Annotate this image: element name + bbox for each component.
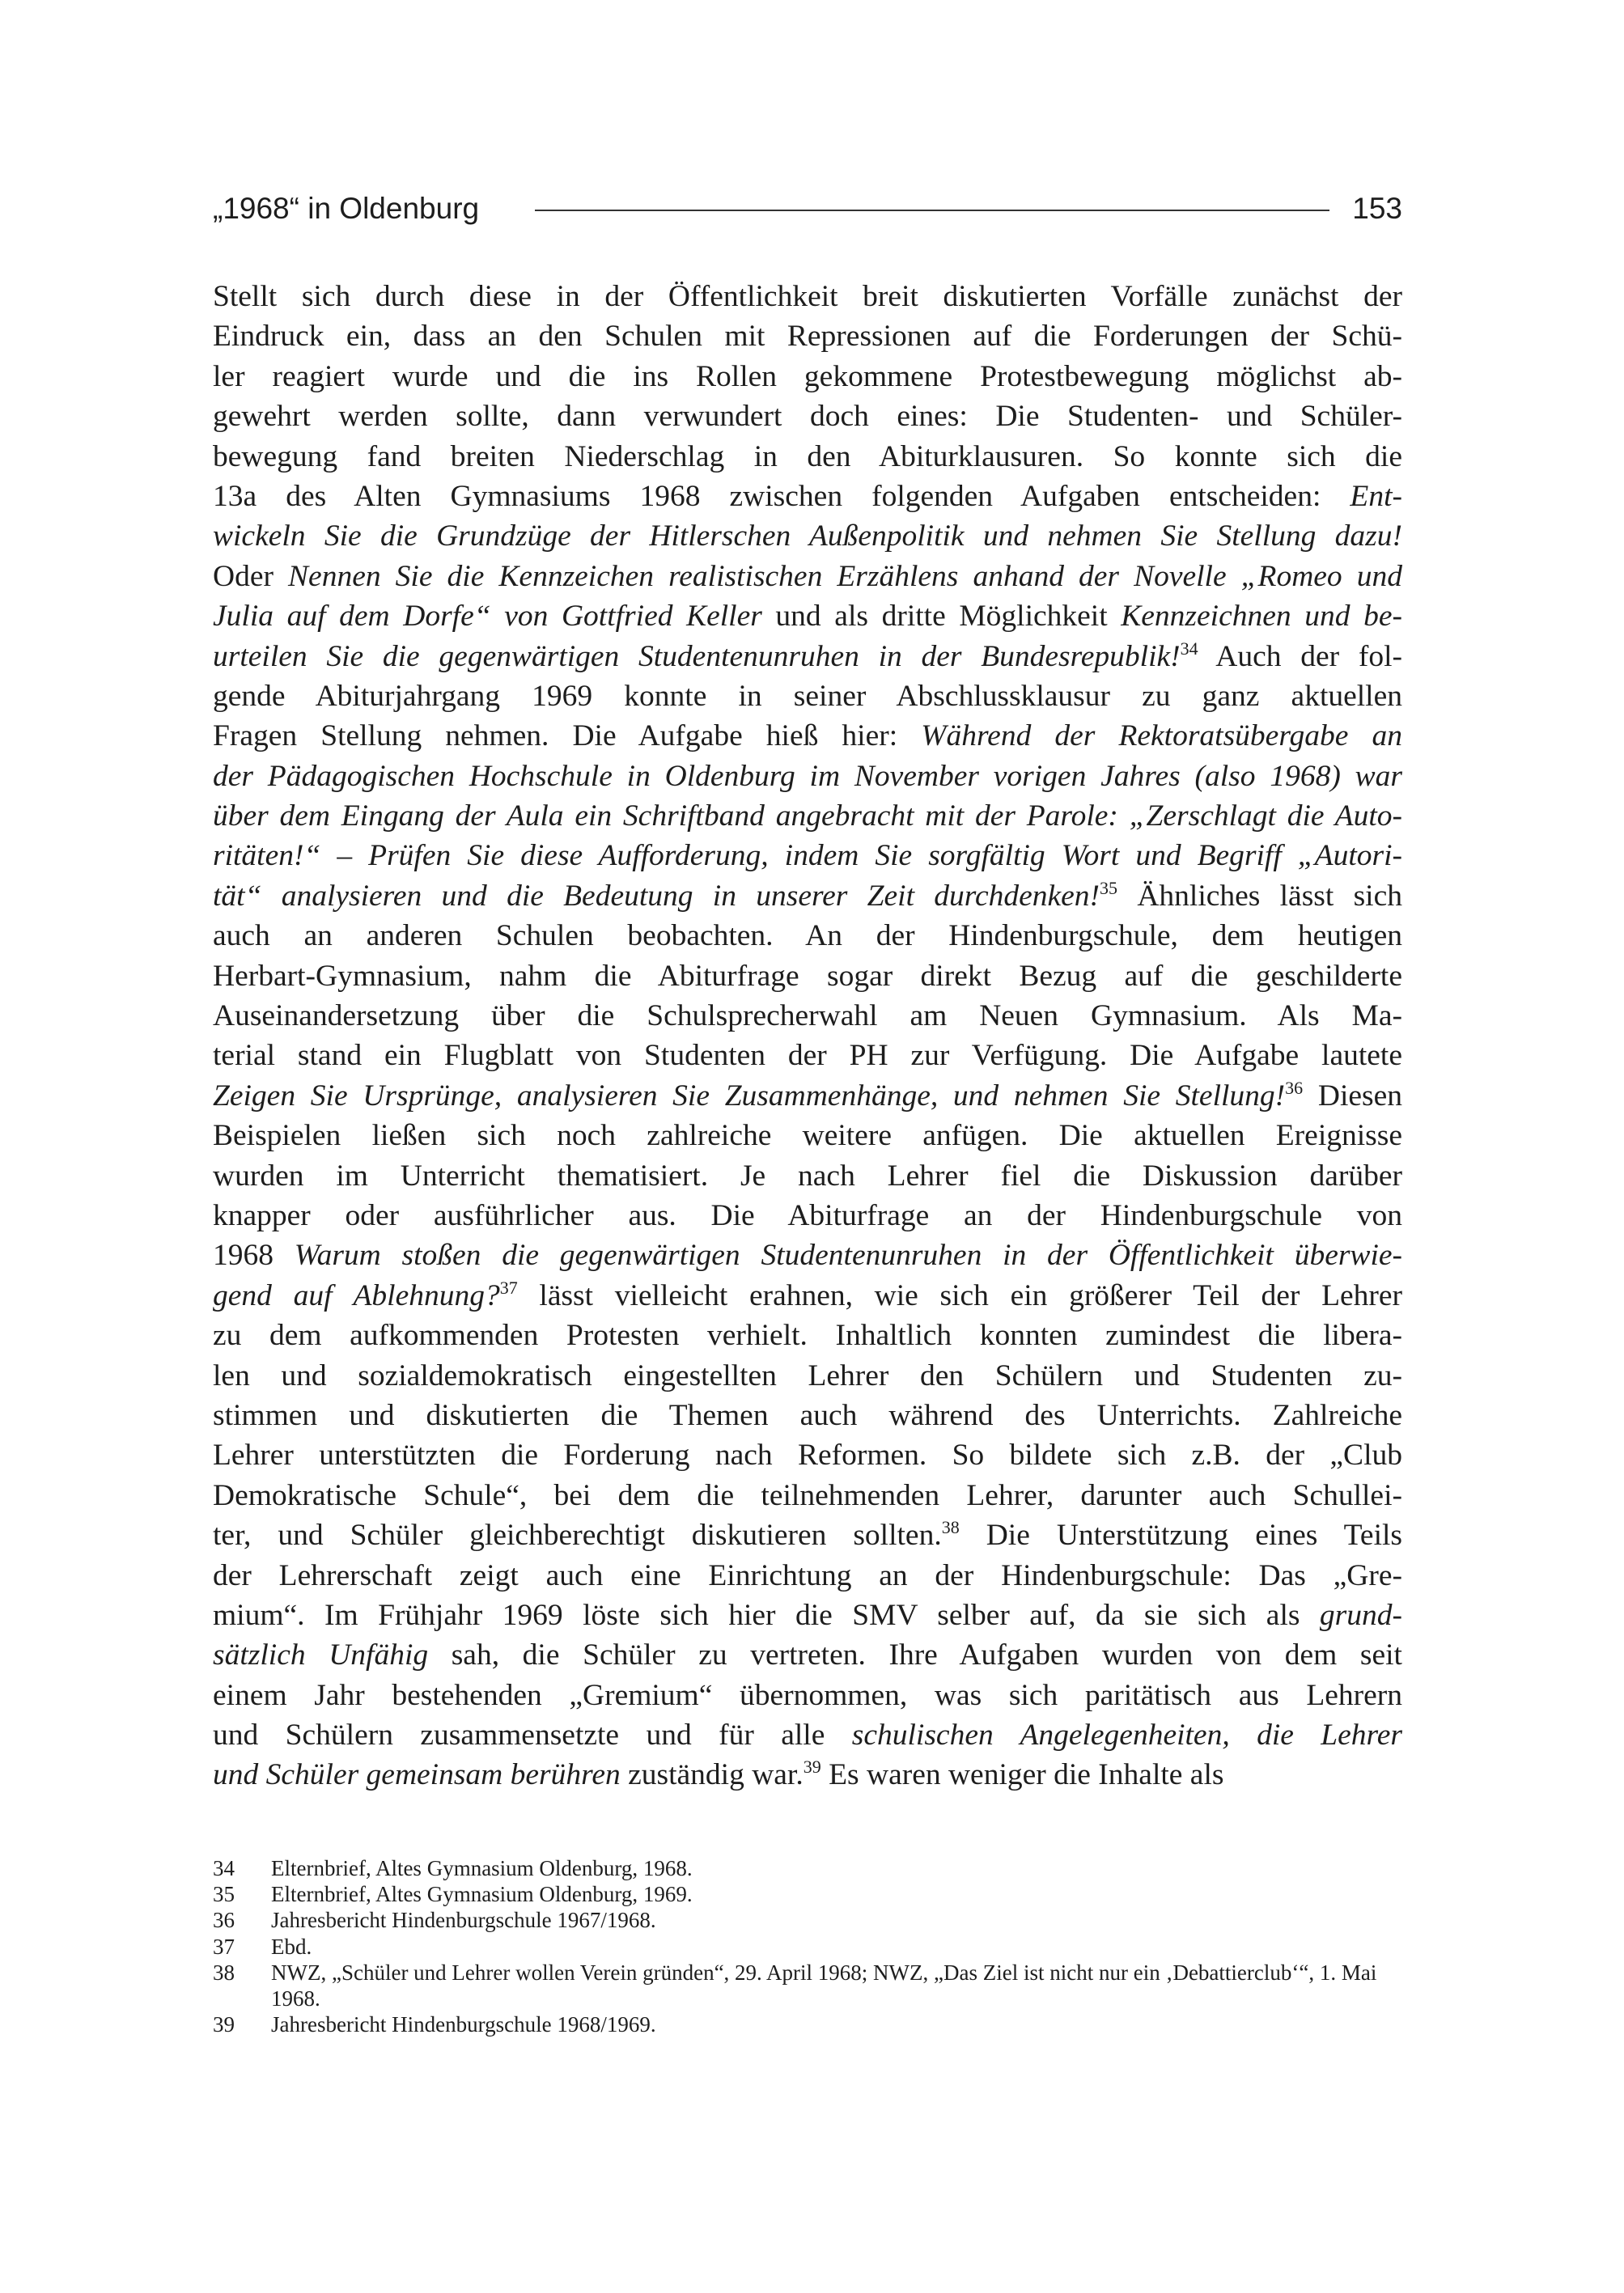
footnote-ref: 34	[1180, 638, 1198, 659]
running-header	[213, 184, 1402, 233]
text-segment: einem Jahr bestehenden „Gremium“ übernommen, was sich paritätisch aus Lehrern	[213, 1678, 1402, 1712]
text-segment: bewegung fand breiten Niederschlag in den Abiturklausuren. So konnte sich die	[213, 439, 1402, 473]
body-text	[213, 277, 1402, 1795]
header-rule	[535, 210, 1329, 211]
text-line	[213, 1196, 1402, 1236]
italic-quote: Julia auf dem Dorfe“ von Gottfried Keller	[213, 600, 762, 634]
italic-quote: Warum stoßen die gegenwärtigen Studentenunruhen in der Öffentlichkeit überwie-	[294, 1239, 1402, 1273]
footnote-ref: 36	[1285, 1077, 1304, 1098]
text-segment: wurden im Unterricht thematisiert. Je nach Lehrer fiel die Diskussion darüber	[213, 1159, 1402, 1193]
text-segment: Oder	[213, 559, 289, 593]
text-line	[213, 1715, 1402, 1755]
text-segment: terial stand ein Flugblatt von Studenten der PH zur Verfügung. Die Aufgabe lautete	[213, 1039, 1402, 1073]
footnote-text: Elternbrief, Altes Gymnasium Oldenburg, 1968.	[271, 1856, 693, 1880]
text-line	[213, 796, 1402, 836]
footnote-ref: 38	[941, 1517, 960, 1538]
text-segment: zu dem aufkommenden Protesten verhielt. Inhaltlich konnten zumindest die libera-	[213, 1319, 1402, 1353]
running-header-title: „1968“ in Oldenburg	[213, 192, 480, 225]
text-segment: Beispielen ließen sich noch zahlreiche weitere anfügen. Die aktuellen Ereignisse	[213, 1119, 1402, 1153]
italic-quote: sätzlich Unfähig	[213, 1638, 429, 1672]
footnote	[213, 1881, 1402, 1907]
text-segment: Ähnliches lässt sich	[1117, 879, 1402, 913]
footnote	[213, 1960, 1402, 2011]
text-segment: Lehrer unterstützten die Forderung nach Reformen. So bildete sich z.B. der „Club	[213, 1439, 1402, 1473]
page-number: 153	[1352, 192, 1402, 225]
italic-quote: urteilen Sie die gegenwärtigen Studentenunruhen in der Bundesrepublik!	[213, 639, 1181, 673]
text-line	[213, 516, 1402, 556]
text-line	[213, 757, 1402, 796]
text-segment: Demokratische Schule“, bei dem die teilnehmenden Lehrer, darunter auch Schullei-	[213, 1478, 1402, 1512]
footnote	[213, 1855, 1402, 1881]
text-segment: Stellt sich durch diese in der Öffentlichkeit breit diskutierten Vorfälle zunächst der	[213, 280, 1402, 313]
text-line	[213, 357, 1402, 396]
text-line	[213, 1156, 1402, 1196]
footnote-number: 38	[213, 1960, 235, 1985]
text-line	[213, 477, 1402, 516]
text-line	[213, 1316, 1402, 1355]
text-segment: lässt vielleicht erahnen, wie sich ein größerer Teil der Lehrer	[517, 1278, 1402, 1312]
text-line	[213, 437, 1402, 477]
footnote-text: Elternbrief, Altes Gymnasium Oldenburg, 1969.	[271, 1882, 693, 1907]
text-line	[213, 1676, 1402, 1715]
footnote-ref: 39	[803, 1757, 821, 1778]
text-segment: und Schülern zusammensetzte und für alle	[213, 1719, 852, 1753]
footnote-text: Ebd.	[271, 1934, 312, 1959]
text-line	[213, 277, 1402, 316]
text-segment: mium“. Im Frühjahr 1969 löste sich hier die SMV selber auf, da sie sich als	[213, 1598, 1320, 1632]
italic-quote: wickeln Sie die Grundzüge der Hitlerschen Außenpolitik und nehmen Sie Stellung dazu!	[213, 519, 1402, 553]
text-line	[213, 1755, 1402, 1795]
text-line	[213, 316, 1402, 356]
text-segment: 1968	[213, 1239, 295, 1273]
italic-quote: Kennzeichnen und be-	[1121, 600, 1402, 634]
footnote-ref: 35	[1100, 877, 1118, 898]
text-line	[213, 1596, 1402, 1635]
text-line	[213, 676, 1402, 716]
text-segment: auch an anderen Schulen beobachten. An der Hindenburgschule, dem heutigen	[213, 919, 1402, 953]
text-line	[213, 716, 1402, 756]
text-line	[213, 557, 1402, 596]
text-segment: Fragen Stellung nehmen. Die Aufgabe hieß hier:	[213, 719, 922, 753]
footnotes	[213, 1855, 1402, 2037]
italic-quote: und Schüler gemeinsam berühren	[213, 1758, 621, 1792]
text-segment: knapper oder ausführlicher aus. Die Abiturfrage an der Hindenburgschule von	[213, 1198, 1402, 1232]
text-line	[213, 876, 1402, 916]
footnote-text: Jahresbericht Hindenburgschule 1968/1969.	[271, 2012, 656, 2037]
italic-quote: Zeigen Sie Ursprünge, analysieren Sie Zusammenhänge, und nehmen Sie Stellung!	[213, 1079, 1286, 1113]
footnote-number: 36	[213, 1908, 235, 1933]
text-segment: Eindruck ein, dass an den Schulen mit Repressionen auf die Forderungen der Schü-	[213, 320, 1402, 354]
text-line	[213, 1435, 1402, 1475]
text-line	[213, 1515, 1402, 1555]
footnote-ref: 37	[499, 1277, 518, 1298]
footnote-number: 39	[213, 2012, 235, 2037]
text-line	[213, 637, 1402, 676]
text-line	[213, 1356, 1402, 1396]
text-line	[213, 1236, 1402, 1275]
text-line	[213, 596, 1402, 636]
italic-quote: grund-	[1319, 1598, 1402, 1632]
text-segment: zuständig war.	[620, 1758, 804, 1792]
text-line	[213, 396, 1402, 436]
text-segment: stimmen und diskutierten die Themen auch während des Unterrichts. Zahlreiche	[213, 1398, 1402, 1432]
text-line	[213, 836, 1402, 875]
footnote-number: 35	[213, 1882, 235, 1907]
text-line	[213, 1276, 1402, 1316]
italic-quote: schulischen Angelegenheiten, die Lehrer	[851, 1719, 1402, 1753]
text-segment: sah, die Schüler zu vertreten. Ihre Aufgaben wurden von dem seit	[428, 1638, 1402, 1672]
text-segment: der Lehrerschaft zeigt auch eine Einrichtung an der Hindenburgschule: Das „Gre-	[213, 1558, 1402, 1592]
italic-quote: über dem Eingang der Aula ein Schriftband angebracht mit der Parole: „Zerschlagt die Auto-	[213, 799, 1402, 833]
text-segment: Diesen	[1303, 1079, 1403, 1113]
text-segment: len und sozialdemokratisch eingestellten Lehrer den Schülern und Studenten zu-	[213, 1358, 1402, 1392]
text-line	[213, 916, 1402, 956]
text-line	[213, 1635, 1402, 1675]
text-line	[213, 1556, 1402, 1596]
text-line	[213, 1036, 1402, 1075]
text-line	[213, 1076, 1402, 1116]
italic-quote: tät“ analysieren und die Bedeutung in unserer Zeit durchdenken!	[213, 879, 1100, 913]
footnote	[213, 1934, 1402, 1960]
footnote	[213, 2011, 1402, 2037]
text-line	[213, 956, 1402, 996]
italic-quote: gend auf Ablehnung?	[213, 1278, 500, 1312]
text-segment: Auch der fol-	[1198, 639, 1402, 673]
text-segment: gewehrt werden sollte, dann verwundert doch eines: Die Studenten- und Schüler-	[213, 400, 1402, 434]
text-segment: und als dritte Möglichkeit	[761, 600, 1122, 634]
italic-quote: Während der Rektoratsübergabe an	[921, 719, 1402, 753]
text-segment: 13a des Alten Gymnasiums 1968 zwischen folgenden Aufgaben entscheiden:	[213, 479, 1351, 513]
footnote-number: 34	[213, 1856, 235, 1880]
text-line	[213, 1476, 1402, 1515]
italic-quote: Ent-	[1350, 479, 1402, 513]
footnote	[213, 1907, 1402, 1933]
text-segment: ler reagiert wurde und die ins Rollen gekommene Protestbewegung möglichst ab-	[213, 359, 1402, 393]
text-segment: Es waren weniger die Inhalte als	[820, 1758, 1224, 1792]
footnote-text: NWZ, „Schüler und Lehrer wollen Verein gründen“, 29. April 1968; NWZ, „Das Ziel ist nicht nur ein ‚Debattierclub‘“, 1. Mai 1968.	[271, 1960, 1377, 2011]
footnote-number: 37	[213, 1934, 235, 1959]
text-segment: Die Unterstützung eines Teils	[959, 1519, 1403, 1553]
italic-quote: Nennen Sie die Kennzeichen realistischen Erzählens anhand der Novelle „Romeo und	[288, 559, 1402, 593]
text-segment: ter, und Schüler gleichberechtigt diskutieren sollten.	[213, 1519, 942, 1553]
italic-quote: der Pädagogischen Hochschule in Oldenburg im November vorigen Jahres (also 1968) war	[213, 759, 1402, 793]
text-segment: Auseinandersetzung über die Schulsprecherwahl am Neuen Gymnasium. Als Ma-	[213, 999, 1402, 1033]
text-line	[213, 1116, 1402, 1155]
text-line	[213, 1396, 1402, 1435]
text-line	[213, 996, 1402, 1036]
text-segment: Herbart-Gymnasium, nahm die Abiturfrage sogar direkt Bezug auf die geschilderte	[213, 959, 1402, 993]
text-segment: gende Abiturjahrgang 1969 konnte in seiner Abschlussklausur zu ganz aktuellen	[213, 679, 1402, 713]
italic-quote: ritäten!“ – Prüfen Sie diese Aufforderung, indem Sie sorgfältig Wort und Begriff „Autori-	[213, 839, 1402, 873]
footnote-text: Jahresbericht Hindenburgschule 1967/1968.	[271, 1908, 656, 1933]
